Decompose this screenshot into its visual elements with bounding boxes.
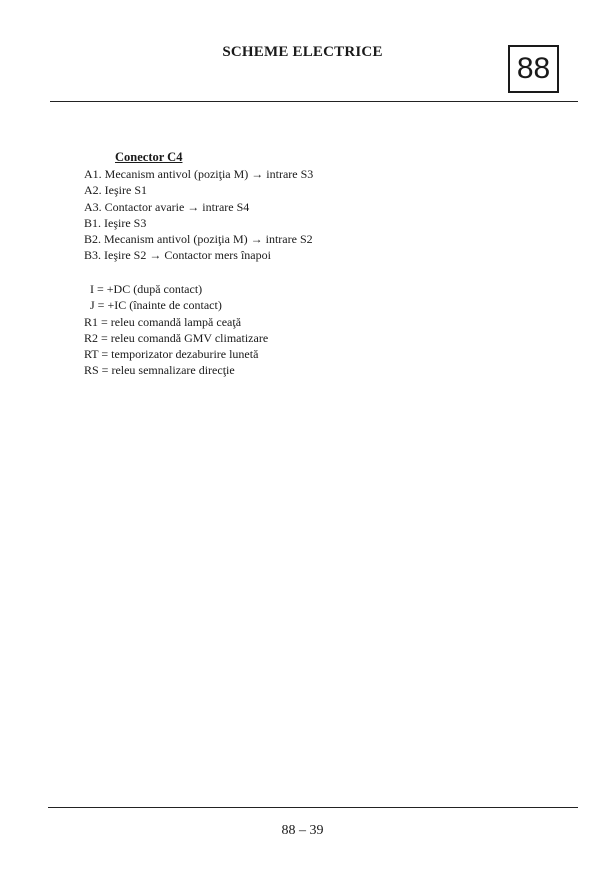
list-item: I = +DC (după contact) [90, 282, 203, 296]
footer-divider [48, 807, 578, 808]
list-item: B2. Mecanism antivol (poziţia M) → intrare S2 [84, 232, 313, 247]
list-item: A3. Contactor avarie → intrare S4 [84, 199, 250, 214]
page-title: SCHEME ELECTRICE [222, 44, 383, 60]
chapter-number-box: 88 [508, 45, 559, 93]
list-item: RS = releu semnalizare direcţie [84, 363, 235, 378]
section-title: Conector C4 [115, 150, 183, 164]
list-item: B1. Ieşire S3 [84, 215, 147, 230]
list-item: RT = temporizator dezaburire lunetă [84, 347, 259, 362]
list-item: A1. Mecanism antivol (poziţia M) → intrare S3 [84, 167, 314, 181]
legend-list [84, 281, 268, 379]
header-divider [50, 101, 578, 102]
list-item: R2 = releu comandă GMV climatizare [84, 330, 269, 345]
list-item: R1 = releu comandă lampă ceaţă [84, 314, 242, 329]
list-item: A2. Ieşire S1 [84, 183, 147, 198]
pin-list [84, 166, 313, 264]
list-item: J = +IC (înainte de contact) [90, 298, 222, 313]
page-number: 88 – 39 [281, 823, 324, 838]
list-item: B3. Ieşire S2 → Contactor mers înapoi [84, 248, 271, 263]
